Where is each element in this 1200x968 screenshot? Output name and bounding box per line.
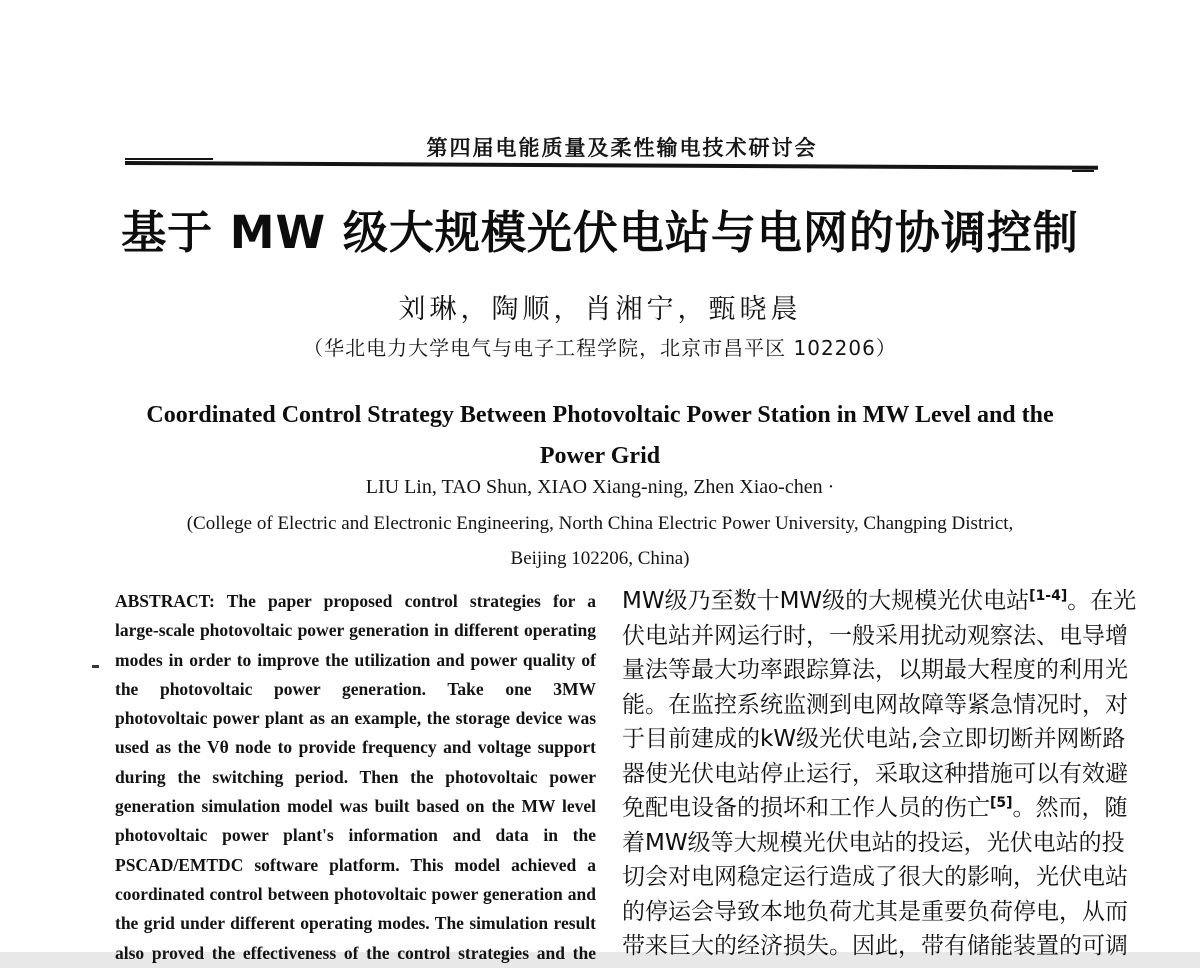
abstract-line: during the switching period. Then the photovoltaic power [115,766,596,787]
body-line: MW级乃至数十MW级的大规模光伏电站[1-4]。在光 [622,588,1137,614]
abstract-line: the photovoltaic power generation. Take one 3MW [115,678,596,699]
body-line: 着MW级等大规模光伏电站的投运，光伏电站的投 [622,829,1125,856]
scan-artifact [125,158,213,160]
paper-title-chinese: 基于 MW 级大规模光伏电站与电网的协调控制 [121,206,1079,259]
paper-title-english [0,395,1200,477]
citation-marker: [1-4] [1029,588,1068,604]
body-line: 器使光伏电站停止运行，采取这种措施可以有效避 [622,760,1128,787]
abstract-line: the grid under different operating modes. The simulation result [115,913,596,934]
abstract-line: photovoltaic power plant's information and data in the [115,825,596,846]
header-rule [125,161,1098,170]
abstract-line: ABSTRACT: The paper proposed control strategies for a [115,591,596,611]
paper-title-english-line1: Coordinated Control Strategy Between Photovoltaic Power Station in MW Level and the [146,402,1054,428]
authors-chinese: 刘琳，陶顺，肖湘宁，甄晓晨 [398,294,802,325]
body-line: 于目前建成的kW级光伏电站,会立即切断并网断路 [622,726,1126,752]
abstract-line: PSCAD/EMTDC software platform. This model achieved a [115,854,596,875]
abstract-line: generation simulation model was built based on the MW level [115,796,596,817]
affiliation-english-line1: (College of Electric and Electronic Engineering, North China Electric Power University, Changping District, [186,513,1014,534]
abstract-line: used as the Vθ node to provide frequency and voltage support [115,737,596,758]
scan-artifact [1072,170,1094,172]
citation-marker: [5] [990,795,1013,811]
paper-title-english-line2: Power Grid [539,443,661,469]
body-line: 能。在监控系统监测到电网故障等紧急情况时，对 [622,691,1128,718]
abstract-column [115,587,596,968]
body-line: 的停运会导致本地负荷尤其是重要负荷停电，从而 [622,898,1128,925]
authors-english: LIU Lin, TAO Shun, XIAO Xiang-ning, Zhen Xiao-chen · [365,476,835,498]
body-line: 量法等最大功率跟踪算法，以期最大程度的利用光 [622,657,1128,683]
abstract-line: large-scale photovoltaic power generation in different operating [115,620,596,641]
body-line: 免配电设备的损坏和工作人员的伤亡[5]。然而，随 [622,795,1128,821]
chinese-body-column [622,584,1137,964]
abstract-line: also proved the effectiveness of the control strategies and the [115,942,596,963]
conference-header: 第四届电能质量及柔性输电技术研讨会 [426,136,818,160]
scan-artifact [92,665,99,668]
body-line: 伏电站并网运行时，一般采用扰动观察法、电导增 [622,622,1128,649]
affiliation-english [0,506,1200,576]
body-line: 切会对电网稳定运行造成了很大的影响，光伏电站 [622,864,1128,890]
affiliation-english-line2: Beijing 102206, China) [510,548,690,569]
affiliation-chinese: （华北电力大学电气与电子工程学院，北京市昌平区 102206） [303,336,897,360]
abstract-line: modes in order to improve the utilization and power quality of [115,649,596,670]
abstract-line: photovoltaic power plant as an example, the storage device was [115,708,596,729]
abstract-line: coordinated control between photovoltaic power generation and [115,883,596,904]
body-line: 带来巨大的经济损失。因此，带有储能装置的可调 [622,933,1128,959]
